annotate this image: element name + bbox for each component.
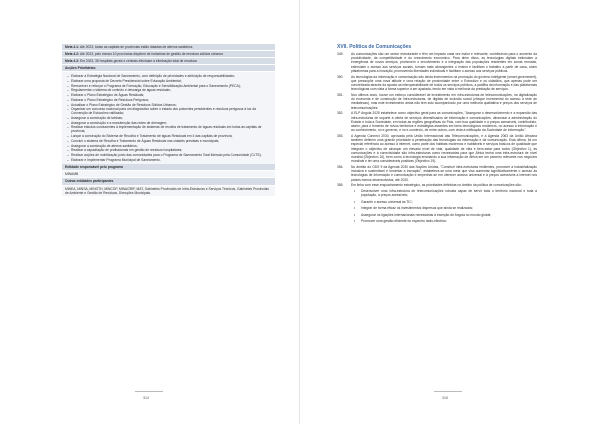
responsible-label: Entidade responsável pelo programa: [62, 164, 275, 171]
others-value: MINEA, MINSA, MINOTH, MINCOP, MINAGRIF, MAT, Gabinetes Provinciais de Infra-Estruturas e Serviços Técnicos, Gabinetes Provinciais de Ambiente e Gestão de Resíduos, Direcções Municipais.: [62, 186, 275, 197]
list-item: – Elaborar o Plano Estratégico de Águas Residuais;: [65, 93, 272, 97]
list-item: – Elaborar uma proposta de Decreto Presidencial sobre Educação Ambiental;: [65, 79, 272, 83]
section-body: [337, 52, 537, 225]
list-item: • Garantir o acesso universal às TIC;: [337, 200, 537, 204]
meta-row: Meta 4.1: Até 2023, todas as capitais de províncias estão dotadas de aterros sanitários: [62, 44, 275, 51]
others-label: Outras entidades participantes: [62, 178, 275, 185]
paragraph: 354. No âmbito do ODS 9 da Agenda 2030 das Nações Unidas, "Construir infra-estruturas resilientes, promover a industrialização inclusiva e sustentável e fomentar a inovação", estabelece-se uma meta que visa aumentar significativamente o acesso às tecnologias de informação e comunicação e empenhar-se em oferecer acesso universal e a preços acessíveis à internet nos países menos desenvolvidos, até 2020.: [337, 165, 537, 182]
paragraph: 355. Em linha com esse enquadramento estratégico, as prioridades definidas no âmbito da política de comunicações são:: [337, 183, 522, 188]
list-item: • Desenvolver uma infra-estrutura de telecomunicações robusta capaz de servir toda o território nacional e toda a população, a preços acessíveis;: [337, 189, 537, 197]
list-item: – Actualizar o Plano Estratégico de Gestão de Resíduos Sólidos Urbanos;: [65, 103, 272, 107]
list-item: – Realizar acções de mobilização junto das comunidades para o Programa de Saneamento Total liderado pela Comunidade (CLTS);: [65, 153, 272, 157]
list-item: – Assegurar a construção de latrinas;: [65, 116, 272, 120]
paragraph: 350. As tecnologias da informação e comunicação são ainda instrumentos na promoção do governo inteligente (smart government), que pressupõe uma nova atitude e uma relação de proximidade entre o Executivo e os cidadãos, que apenas pode ser concretizada através da aposta na interoperabilidade de todos os serviços públicos, a partilha da informação e das plataformas tecnológicas com vista à forma superior a ser ajustada, tendo em vista a melhoria da prestação de serviços.: [337, 74, 537, 92]
list-item: – Assegurar a construção e a manutenção das redes de drenagem;: [65, 121, 272, 125]
list-item: – Elaborar e Implementar Programa Municipal de Saneamento.: [65, 158, 272, 162]
paragraph: 349. As comunicações são um sector estruturante e têm um impacto cada vez maior e relevante, contribuindo para o aumento da produtividade, da competitividade e do crescimento económico. Para além disso, as tecnologias digitais estimulam a emergência de novos serviços, promovem o envolvimento e a integração das populações residentes em zonas remotas, estimulam o acesso aos serviços sociais, tornam mais abrangentes o ensino e facilitam o trabalho a partir de casa, criam plataformas para a inovação, promovendo liberdades individuais e facilitam o acesso aos serviços públicos.: [337, 52, 537, 73]
meta-row: Meta 4.3: Em 2023, 35 hospitais gerais e centrais efectuam a eliminação total de resíduos: [62, 58, 275, 65]
list-item: – Concluir o sistema de Recolha e Tratamento de Águas Residuais nas cidades previstas e municipais;: [65, 139, 272, 143]
responsible-value: MINAMB: [62, 171, 275, 178]
list-item: • Integrar de forma eficaz os investimentos dispersos que ainda se realizados;: [337, 206, 537, 210]
list-item: – Elaborar a Estratégia Nacional de Saneamento, com definição de prioridades e atribuição de responsabilidades;: [65, 74, 272, 78]
list-item: – Reescrever e reforçar o Programa de Formação, Educação e Sensibilização Ambiental para o Saneamento (PECA);: [65, 84, 272, 88]
list-item: – Regulamentar o sistema de controlo e descarga de águas residuais;: [65, 88, 272, 92]
list-item: • Assegurar os ligações internacionais necessárias à inserção de Angola no mundo global;: [337, 213, 537, 217]
list-item: – Assegurar a construção de aterros sanitários;: [65, 144, 272, 148]
footer-rule: [434, 391, 462, 392]
actions-header: Acções Prioritárias:: [62, 65, 275, 72]
list-item: • Promover uma gestão eficiente do espectro rádio-eléctrico.: [337, 219, 537, 223]
programme-table: [62, 44, 275, 197]
list-item: – Elaborar o Plano Estratégico de Resíduos Perigosos;: [65, 98, 272, 102]
page-number: 315: [442, 396, 448, 400]
paragraph: 353. A Agenda Connect 2030, aprovada pela União Internacional das Telecomunicações, e a Agenda 2063 da União Africana também definem uma grande prioridade à penetração das tecnologias da informação e da comunicação. Esta última, foi um especial referência ao acesso à internet, como parte dos habitats modernos e habitáveis e serviços básicos de qualidade que integram o objectivo de alcançar um elevado nível de vida, qualidade de vida e bem-estar para todos (Objectivo 1), as comunicações e à conectividade são infra-estruturas como necessárias para que África tenha uma infra-estrutura de nível mundial (Objectivo 10), bem como a tecnologia ensinando a sua informação de África ser um parceiro relevante nos negócios mundiais e ter uma consideráveis positivas (Objectivo 19).: [337, 134, 537, 164]
meta-row: Meta 4.2: Até 2023, pelo menos 10 províncias dispõem de indústrias de gestão de resíduos sólidos urbanos: [62, 51, 275, 58]
actions-list: [62, 72, 275, 164]
paragraph: 351. Nos últimos anos, houve um esforço considerável de investimento em infra-estruturas de telecomunicações, na digitalização do economia e de construção de infra-estruturas, de digitais de inclusão social (cheque incremental do acesso à rede de mediatecas), mas este investimento ainda não tem sido acompanhado por uma melhoria qualitativa e preços dos serviços de telecomunicações.: [337, 93, 537, 110]
list-item: – Realizar a capacitação de profissionais em gestão de resíduos hospitalares;: [65, 148, 272, 152]
page-number: 314: [143, 396, 149, 400]
list-item: – Realizar estudos conducentes à implementação de sistemas de recolha de tratamento de águas residuais em todas as capitais de província;: [65, 125, 272, 133]
footer-rule: [135, 391, 163, 392]
paragraph: 352. A ELP Angola 2025 estabelece como objectivo geral para as comunicações, "Assegurar o desenvolvimento e a expansão das infra-estruturas de suporte à oferta de serviços diversificados de informação e comunicações, dinamizar a administração do Estado e toda a Sociedade, em todas as regiões geográficas do País, com boa qualidade e a preços acessíveis, contribuindo, assim, para o fomento de novos territórios e estratégias assentes em bens tecnológicos modernos, no acesso à informação e ao conhecimento, no e-governo, e no e-comércio, de entre outros, com vista à edificação da Sociedade de Informação".: [337, 111, 537, 133]
list-item: – Organizar um concurso nacional para um diagnóstico sobre o estado dos poluentes persistentes e resíduos perigosos à luz da Convenção de Estocolmo ratificada;: [65, 107, 272, 115]
list-item: – Lançar a construção do Sistema de Recolha e Tratamento de águas Residuais em 4 das capitais de província;: [65, 134, 272, 138]
section-title: XVII. Política de Comunicações: [337, 44, 412, 50]
